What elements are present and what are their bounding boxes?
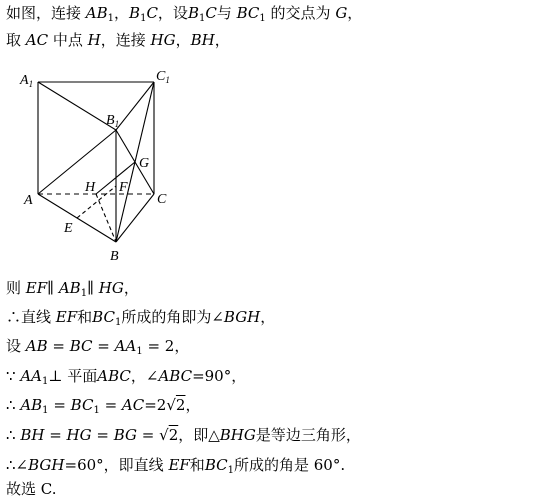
math: BC: [92, 308, 115, 326]
text: 故选 C.: [6, 480, 57, 498]
math: BH: [190, 31, 215, 49]
text: =: [44, 426, 67, 444]
text: ，: [214, 31, 230, 49]
solution-line-6: [6, 425, 361, 445]
segment-bh-hidden: [96, 194, 116, 242]
text: =: [99, 396, 122, 414]
label-f: F: [119, 180, 128, 195]
text: 是等边三角形，: [255, 426, 361, 444]
math: AC: [121, 396, 145, 414]
math-sub: 1: [114, 317, 122, 328]
math: EF: [55, 308, 78, 326]
math: ABC: [158, 367, 193, 385]
label-a1: $A_1$: [20, 73, 34, 89]
text: =90°，: [192, 367, 247, 385]
text: =: [137, 426, 160, 444]
text: 与: [216, 4, 237, 22]
text: ∴: [6, 426, 21, 444]
text: 所成的角即为∠: [121, 308, 224, 326]
math: BC: [204, 456, 228, 474]
math: HG: [150, 31, 176, 49]
text: ，: [347, 4, 363, 22]
math-sub: 1: [136, 346, 143, 357]
text: = 2，: [142, 337, 190, 355]
math-sub: 1: [93, 405, 100, 416]
prism-figure: [14, 64, 184, 264]
math-sub: 1: [107, 13, 115, 24]
text: ，即△: [178, 426, 220, 444]
text: ∴∠: [6, 456, 29, 474]
sqrt-sign: √: [166, 396, 176, 414]
label-h: H: [85, 180, 96, 195]
text: ∴: [6, 396, 21, 414]
solution-line-1: [6, 278, 139, 298]
math-sub: 1: [140, 13, 147, 24]
text: 取: [6, 31, 26, 49]
text: ⊥ 平面: [48, 367, 98, 385]
text: ，设: [157, 4, 188, 22]
math: ABC: [97, 367, 131, 385]
math: AB: [58, 279, 81, 297]
text: ∴直线: [6, 308, 56, 326]
label-b1: $B_1$: [106, 113, 120, 129]
label-e: E: [64, 221, 73, 236]
text: =2: [144, 396, 167, 414]
edge-a1b1: [38, 82, 116, 130]
math: H: [87, 31, 101, 49]
text: =: [47, 337, 70, 355]
intro-line-1: [6, 3, 362, 23]
text: ，∠: [130, 367, 159, 385]
math: BH: [20, 426, 45, 444]
math: EF: [25, 279, 48, 297]
math: HG: [98, 279, 124, 297]
text: ∥: [87, 279, 99, 297]
text: ∵: [6, 367, 21, 385]
math-sub: 1: [41, 376, 49, 387]
math: AA: [20, 367, 42, 385]
math: BC: [69, 337, 93, 355]
label-b: B: [110, 249, 119, 264]
math: AB: [20, 396, 43, 414]
solution-line-4: [6, 366, 246, 386]
text: ∥: [47, 279, 59, 297]
diag-ab1: [38, 130, 116, 194]
math-sub: 1: [198, 13, 206, 24]
math-sub: 1: [259, 13, 266, 24]
text: 和: [189, 456, 205, 474]
sqrt-sign: √: [159, 426, 169, 444]
text: 中点: [48, 31, 88, 49]
math: AB: [25, 337, 48, 355]
math-sub: 1: [227, 465, 234, 476]
math: BGH: [28, 456, 65, 474]
text: 如图，连接: [6, 4, 86, 22]
solution-line-3: [6, 336, 189, 356]
segment-ef-hidden: [77, 186, 116, 218]
radicand: 2: [168, 426, 179, 444]
math: EF: [168, 456, 190, 474]
math: B: [187, 4, 199, 22]
label-c1: $C_1$: [156, 69, 170, 85]
text: =: [92, 337, 115, 355]
solution-line-7: [6, 455, 345, 475]
solution-line-5: [6, 395, 200, 415]
math: BC: [70, 396, 94, 414]
math: BC: [236, 4, 260, 22]
math: G: [335, 4, 348, 22]
label-c: C: [157, 192, 167, 207]
radicand: 2: [175, 396, 186, 414]
intro-line-2: [6, 30, 230, 50]
math-sub: 1: [80, 288, 88, 299]
text: 所成的角是 60°.: [233, 456, 346, 474]
text: ，: [260, 308, 276, 326]
math: AB: [85, 4, 108, 22]
text: =: [91, 426, 114, 444]
math: BHG: [219, 426, 256, 444]
math: AC: [25, 31, 49, 49]
text: ，: [175, 31, 191, 49]
text: 设: [6, 337, 26, 355]
label-g: G: [139, 156, 150, 171]
math: C: [146, 4, 158, 22]
math-sub: 1: [42, 405, 49, 416]
math: BG: [113, 426, 138, 444]
text: ，: [185, 396, 201, 414]
solution-line-2: [6, 307, 275, 327]
math: C: [205, 4, 217, 22]
math: B: [129, 4, 141, 22]
text: ，连接: [100, 31, 151, 49]
text: 的交点为: [265, 4, 336, 22]
text: 则: [6, 279, 26, 297]
math: BGH: [223, 308, 261, 326]
text: 和: [77, 308, 93, 326]
text: =: [48, 396, 71, 414]
math: HG: [66, 426, 92, 444]
text: ，: [123, 279, 139, 297]
solution-line-8: [6, 479, 56, 499]
label-a: A: [24, 193, 33, 208]
text: =60°，即直线: [64, 456, 169, 474]
math: AA: [114, 337, 137, 355]
text: ，: [114, 4, 130, 22]
